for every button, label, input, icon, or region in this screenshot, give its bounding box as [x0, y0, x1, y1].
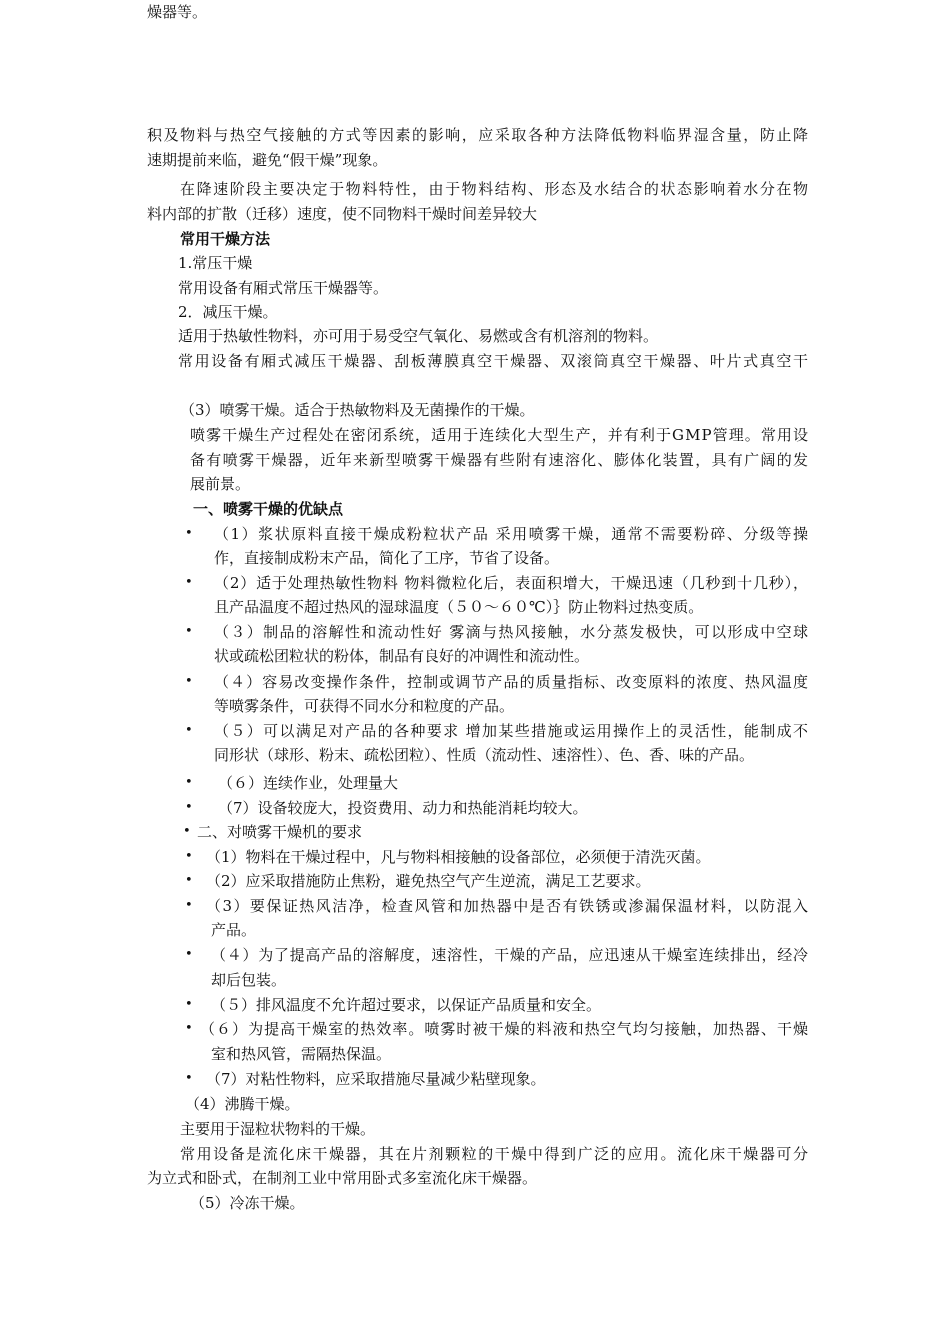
paragraph-line: 积及物料与热空气接触的方式等因素的影响，应采取各种方法降低物料临界湿含量，防止降 — [147, 126, 810, 144]
paragraph-line: 常用设备有厢式常压干燥器等。 — [178, 279, 389, 297]
paragraph-line: 主要用于湿粒状物料的干燥。 — [180, 1120, 376, 1138]
list-item-line: （６）连续作业，处理量大 — [218, 774, 399, 792]
bullet-marker: • — [185, 1071, 193, 1086]
list-item-line: 却后包装。 — [211, 971, 287, 989]
list-item-line: 产品。 — [211, 921, 257, 939]
list-item-line: （1）浆状原料直接干燥成粉粒状产品 采用喷雾干燥，通常不需要粉碎、分级等操 — [214, 525, 810, 543]
paragraph-line: （5）冷冻干燥。 — [190, 1194, 305, 1212]
list-item-line: （3）要保证热风洁净，检查风管和加热器中是否有铁锈或渗漏保温材料，以防混入 — [206, 897, 810, 915]
paragraph-line: 展前景。 — [190, 475, 251, 493]
paragraph-line: 常用设备有厢式减压干燥器、刮板薄膜真空干燥器、双滚筒真空干燥器、叶片式真空干 — [178, 352, 810, 370]
bullet-marker: • — [185, 849, 193, 864]
bullet-marker: • — [185, 575, 193, 590]
paragraph-line: 适用于热敏性物料，亦可用于易受空气氧化、易燃或含有机溶剂的物料。 — [178, 327, 659, 345]
list-item-line: 二、对喷雾干燥机的要求 — [197, 823, 363, 841]
paragraph-line: 在降速阶段主要决定于物料特性，由于物料结构、形态及水结合的状态影响着水分在物 — [180, 180, 810, 198]
bullet-marker: • — [185, 997, 193, 1012]
list-item-line: （５）可以满足对产品的各种要求 增加某些措施或运用操作上的灵活性，能制成不 — [214, 722, 810, 740]
list-item-line: （６）为提高干燥室的热效率。喷雾时被干燥的料液和热空气均匀接触，加热器、干燥 — [200, 1020, 810, 1038]
paragraph-line: 速期提前来临，避免“假干燥”现象。 — [147, 151, 388, 169]
bullet-marker: • — [185, 947, 193, 962]
bullet-marker: • — [185, 1021, 193, 1036]
list-item-line: （1）物料在干燥过程中，凡与物料相接触的设备部位，必须便于清洗灭菌。 — [206, 848, 711, 866]
section-heading: 一、喷雾干燥的优缺点 — [193, 500, 344, 518]
bullet-marker: • — [185, 898, 193, 913]
paragraph-line: （4）沸腾干燥。 — [185, 1095, 300, 1113]
bullet-marker: • — [185, 800, 193, 815]
paragraph-line: 燥器等。 — [147, 3, 208, 21]
bullet-marker: • — [185, 775, 193, 790]
list-item-line: 室和热风管，需隔热保温。 — [211, 1045, 392, 1063]
bullet-marker: • — [183, 824, 191, 839]
list-item-line: （４）为了提高产品的溶解度，速溶性，干燥的产品，应迅速从干燥室连续排出，经冷 — [211, 946, 809, 964]
paragraph-line: 备有喷雾干燥器，近年来新型喷雾干燥器有些附有速溶化、膨体化装置，具有广阔的发 — [190, 451, 810, 469]
paragraph-line: 为立式和卧式，在制剂工业中常用卧式多室流化床干燥器。 — [147, 1169, 538, 1187]
paragraph-line: 喷雾干燥生产过程处在密闭系统，适用于连续化大型生产，并有利于GMP管理。常用设 — [190, 426, 810, 444]
bullet-marker: • — [185, 624, 193, 639]
paragraph-line: 料内部的扩散（迁移）速度，使不同物料干燥时间差异较大 — [147, 205, 538, 223]
bullet-marker: • — [185, 873, 193, 888]
list-item-line: （2）应采取措施防止焦粉，避免热空气产生逆流，满足工艺要求。 — [206, 872, 651, 890]
section-heading: 常用干燥方法 — [180, 230, 271, 248]
list-item-line: 同形状（球形、粉末、疏松团粒）、性质（流动性、速溶性）、色、香、味的产品。 — [214, 746, 755, 764]
list-item-line: （7）设备较庞大，投资费用、动力和热能消耗均较大。 — [218, 799, 588, 817]
paragraph-line: 常用设备是流化床干燥器，其在片剂颗粒的干燥中得到广泛的应用。流化床干燥器可分 — [180, 1145, 810, 1163]
list-item-line: 作，直接制成粉末产品，简化了工序，节省了设备。 — [214, 549, 560, 567]
paragraph-line: （3）喷雾干燥。适合于热敏物料及无菌操作的干燥。 — [180, 401, 535, 419]
bullet-marker: • — [185, 674, 193, 689]
list-item-line: 且产品温度不超过热风的湿球温度（５０～６０℃）｝防止物料过热变质。 — [214, 598, 704, 616]
list-item-line: （５）排风温度不允许超过要求，以保证产品质量和安全。 — [211, 996, 602, 1014]
list-item-line: （３）制品的溶解性和流动性好 雾滴与热风接触，水分蒸发极快，可以形成中空球 — [214, 623, 810, 641]
list-item-line: 状或疏松团粒状的粉体，制品有良好的冲调性和流动性。 — [214, 647, 590, 665]
bullet-marker: • — [185, 526, 193, 541]
paragraph-line: 2．减压干燥。 — [178, 303, 278, 321]
list-item-line: （2）适于处理热敏性物料 物料微粒化后，表面积增大，干燥迅速（几秒到十几秒）， — [214, 574, 809, 592]
list-item-line: （7）对粘性物料，应采取措施尽量减少粘壁现象。 — [206, 1070, 546, 1088]
list-item-line: （４）容易改变操作条件，控制或调节产品的质量指标、改变原料的浓度、热风温度 — [214, 673, 810, 691]
list-item-line: 等喷雾条件，可获得不同水分和粒度的产品。 — [214, 697, 515, 715]
bullet-marker: • — [185, 723, 193, 738]
paragraph-line: 1.常压干燥 — [178, 254, 253, 272]
